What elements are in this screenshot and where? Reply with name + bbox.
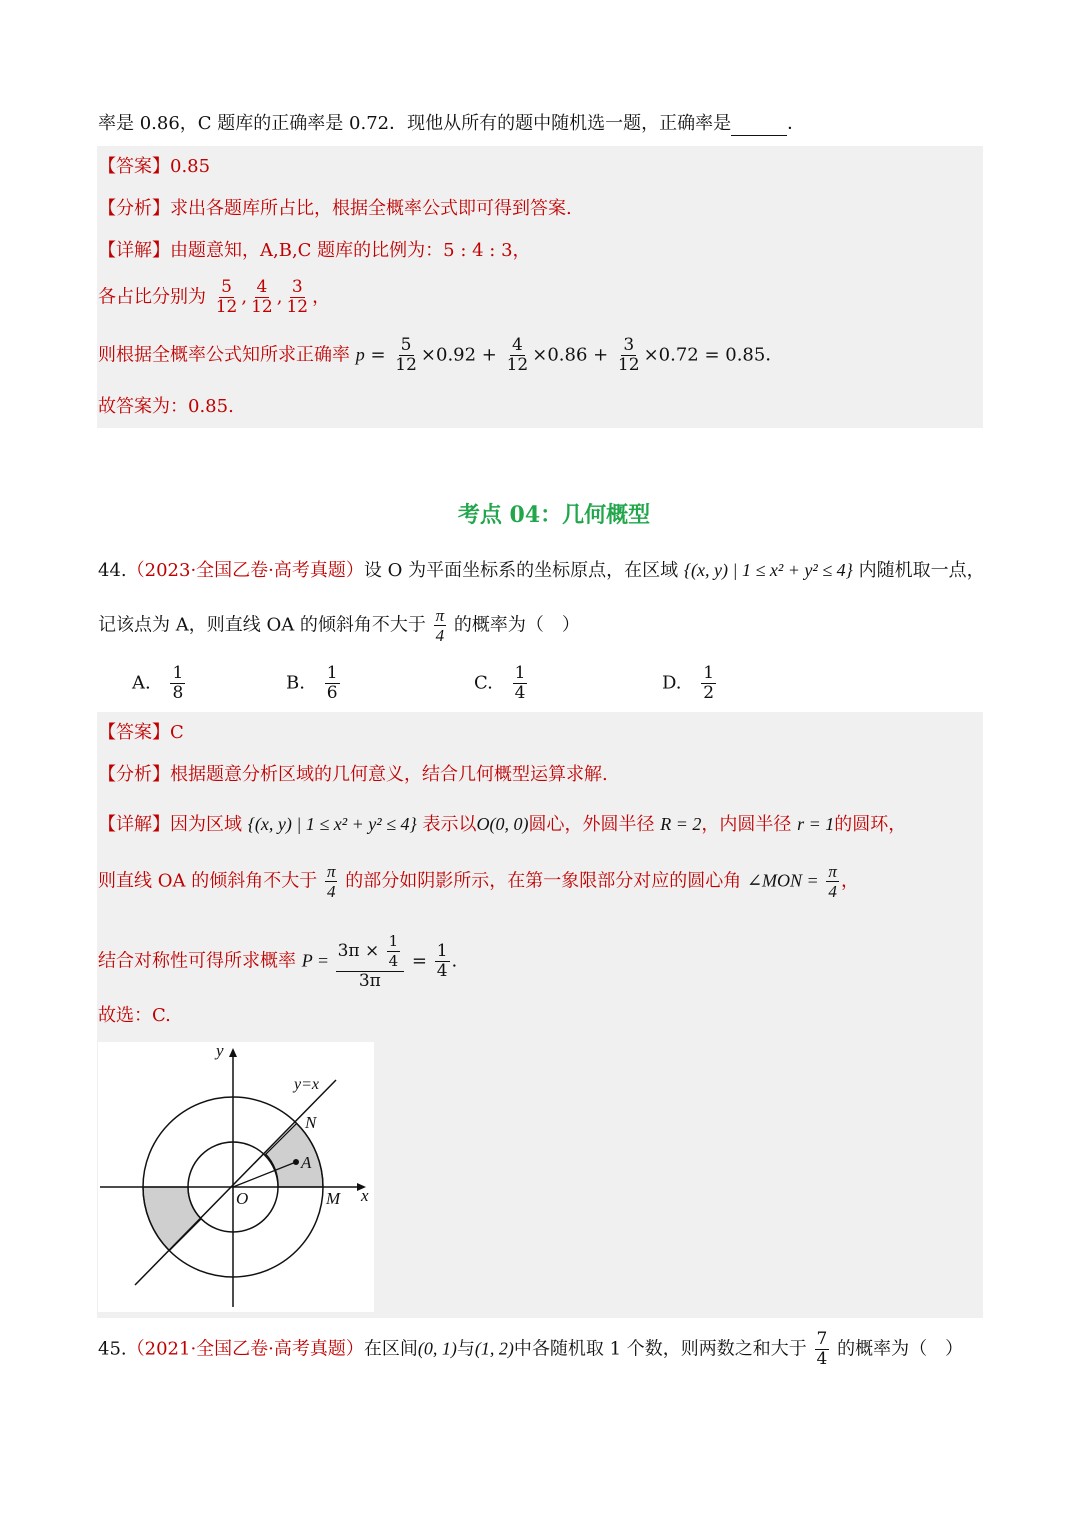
x-axis-label: x xyxy=(361,1186,369,1205)
prev-detail-3: 则根据全概率公式知所求正确率 p = $\frac{5}{12}$ ×0.92 + $\frac{4}{12}$ ×0.86 + $\frac{3}{12}$ ×0.72 = 0.85． xyxy=(98,335,784,375)
q45-stem: 45.（2021·全国乙卷·高考真题）在区间(0, 1)与(1, 2)中各随机取 1 个数，则两数之和大于 $\frac{7}{4}$ 的概率为（ ） xyxy=(98,1329,964,1369)
option-d[interactable]: D. $\frac{1}{2}$ xyxy=(662,663,715,703)
fraction-pi-4: $\frac{\pi}{4}$ xyxy=(435,606,445,645)
q44-answer: 【答案】C xyxy=(98,722,184,743)
q44-detail-1: 【详解】因为区域 {(x, y) | 1 ≤ x² + y² ≤ 4} 表示以O(0, 0)圆心，外圆半径 R = 2，内圆半径 r = 1的圆环， xyxy=(98,814,907,835)
fraction-3-12: $\frac{3}{12}$ xyxy=(286,277,309,317)
option-a[interactable]: A. $\frac{1}{8}$ xyxy=(132,663,184,703)
point-n-label: N xyxy=(305,1113,317,1132)
option-c[interactable]: C. $\frac{1}{4}$ xyxy=(474,663,526,703)
point-m-label: M xyxy=(326,1189,341,1208)
fraction-7-4: $\frac{7}{4}$ xyxy=(816,1329,828,1369)
y-axis-label: y xyxy=(216,1042,224,1060)
annulus-figure xyxy=(98,1042,374,1312)
fraction-4-12: $\frac{4}{12}$ xyxy=(251,277,273,317)
prev-analysis: 【分析】求出各题库所占比，根据全概率公式即可得到答案. xyxy=(98,198,572,219)
origin-label: O xyxy=(236,1189,249,1208)
prev-answer: 【答案】0.85 xyxy=(98,156,211,177)
q44-region: {(x, y) | 1 ≤ x² + y² ≤ 4} xyxy=(683,560,853,580)
prev-detail-4: 故答案为：0.85. xyxy=(98,396,234,417)
q44-stem-2: 记该点为 A，则直线 OA 的倾斜角不大于 $\frac{\pi}{4}$ 的概率为（ ） xyxy=(98,606,580,645)
probability-fraction: 3π × $\frac{1}{4}$ 3π xyxy=(336,932,405,991)
fraction-5-12: $\frac{5}{12}$ xyxy=(215,277,238,317)
line-label: y=x xyxy=(294,1076,319,1093)
answer-blank xyxy=(731,117,787,136)
q44-stem-1: 44.（2023·全国乙卷·高考真题）设 O 为平面坐标系的坐标原点，在区域 {(x, y) | 1 ≤ x² + y² ≤ 4} 内随机取一点， xyxy=(98,560,985,581)
section-title: 考点 04：几何概型 xyxy=(457,502,651,528)
q44-detail-4: 故选：C. xyxy=(98,1005,171,1026)
option-b[interactable]: B. $\frac{1}{6}$ xyxy=(286,663,338,703)
prev-detail-1: 【详解】由题意知，A,B,C 题库的比例为：5 : 4 : 3， xyxy=(98,240,531,261)
q44-detail-3: 结合对称性可得所求概率 P = 3π × $\frac{1}{4}$ 3π = $\frac{1}{4}$ . xyxy=(98,932,458,991)
q44-detail-2: 则直线 OA 的倾斜角不大于 $\frac{\pi}{4}$ 的部分如阴影所示，在第一象限部分对应的圆心角 ∠MON = $\frac{\pi}{4}$ ， xyxy=(98,862,859,901)
point-a-label: A xyxy=(301,1153,312,1172)
prev-question-tail: 率是 0.86，C 题库的正确率是 0.72．现他从所有的题中随机选一题，正确率是 ． xyxy=(98,113,806,134)
prev-detail-2: 各占比分别为 $\frac{5}{12}$ , $\frac{4}{12}$ , $\frac{3}{12}$ ， xyxy=(98,277,331,317)
q44-analysis: 【分析】根据题意分析区域的几何意义，结合几何概型运算求解. xyxy=(98,764,608,785)
